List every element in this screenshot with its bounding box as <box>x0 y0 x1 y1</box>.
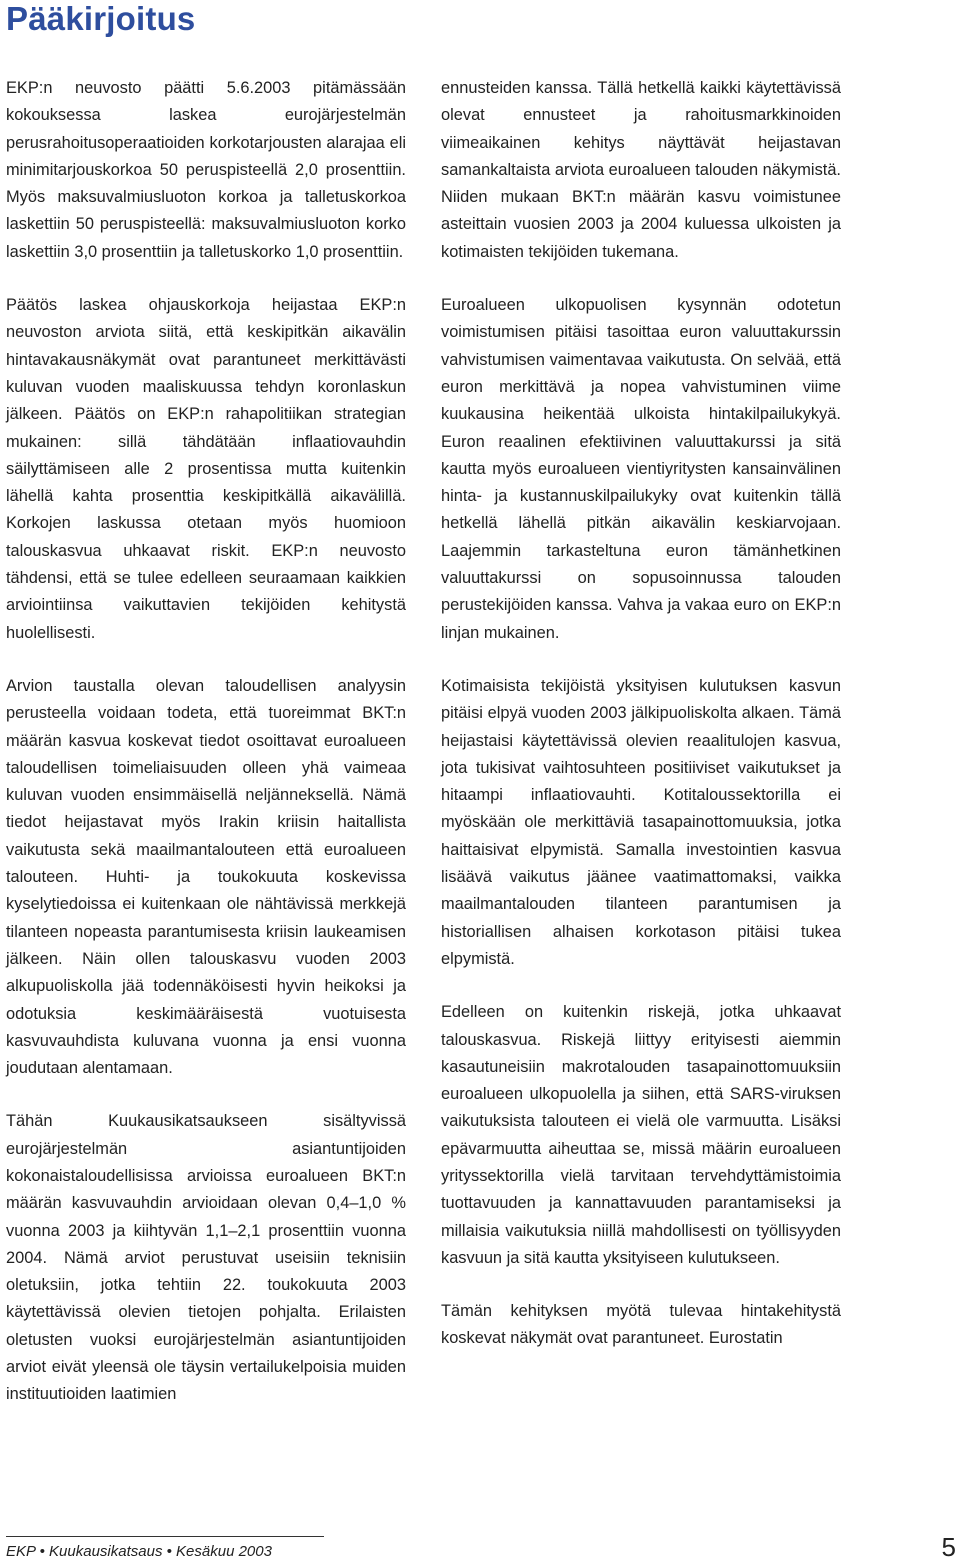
paragraph: Euroalueen ulkopuolisen kysynnän odotetun voimistumisen pitäisi tasoittaa euron valuuttakurssin vahvistumisen vaimentavaa vaikutusta. On selvää, että euron merkittävä ja nopea vahvistuminen viime kuukausina heikentää ulkoista hintakilpailukykyä. Euron reaalinen efektiivinen valuuttakurssi ja sitä kautta myös euroalueen vientiyritysten kansainvälinen hinta- ja kustannuskilpailukyky ovat kuitenkin tällä hetkellä lähellä pitkän aikavälin keskiarvojaan. Laajemmin tarkasteltuna euron tämänhetkinen valuuttakurssi on sopusoinnussa talouden perustekijöiden kanssa. Vahva ja vakaa euro on EKP:n linjan mukainen. <box>441 296 841 642</box>
paragraph: Kotimaisista tekijöistä yksityisen kulutuksen kasvun pitäisi elpyä vuoden 2003 jälkipuoliskolta alkaen. Tämä heijastaisi käytettävissä olevien reaalitulojen kasvua, jota tukisivat vaihtosuhteen positiiviset vaikutukset ja hitaampi inflaatiovauhti. Kotitaloussektorilla ei myöskään ole merkittäviä tasapainottomuuksia, jotka haittaisivat elpymistä. Samalla investointien kasvua lisäävä vaikutus jäänee vaatimattomaksi, vaikka maailmantalouden tilanteen parantumisen ja historiallisen alhaisen korkotason pitäisi tukea elpymistä. <box>441 676 841 968</box>
page-title: Pääkirjoitus <box>6 0 196 37</box>
left-column <box>6 75 406 1435</box>
paragraph: Edelleen on kuitenkin riskejä, jotka uhkaavat talouskasvua. Riskejä liittyy erityisesti aiemmin kasautuneisiin makrotalouden tasapainottomuuksiin euroalueen ulkopuolella ja siihen, että SARS-viruksen vaikutuksista talouteen ei vielä ole varmuutta. Lisäksi epävarmuutta aiheuttaa se, missä määrin euroalueen yrityssektorilla vielä tarvitaan tervehdyttämistoimia tuottavuuden ja kannattavuuden parantamiseksi ja millaisia vaikutuksia niillä mahdollisesti on työllisyyden kasvuun ja sitä kautta yksityiseen kulutukseen. <box>441 1003 841 1267</box>
footer-text: EKP • Kuukausikatsaus • Kesäkuu 2003 <box>6 1543 272 1560</box>
footer-divider <box>6 1536 324 1537</box>
paragraph: Tämän kehityksen myötä tulevaa hintakehitystä koskevat näkymät ovat parantuneet. Eurostatin <box>441 1302 841 1348</box>
right-column <box>441 75 841 1379</box>
paragraph: ennusteiden kanssa. Tällä hetkellä kaikki käytettävissä olevat ennusteet ja rahoitusmarkkinoiden viimeaikainen kehitys näyttävät heijastavan samankaltaista arviota euroalueen talouden näkymistä. Niiden mukaan BKT:n määrän kasvu voimistunee asteittain vuosien 2003 ja 2004 kuluessa ulkoisten ja kotimaisten tekijöiden tukemana. <box>441 79 841 261</box>
paragraph: EKP:n neuvosto päätti 5.6.2003 pitämässään kokouksessa laskea eurojärjestelmän perusrahoitusoperaatioiden korkotarjousten alarajaa eli minimitarjouskorkoa 50 peruspisteellä 2,0 prosenttiin. Myös maksuvalmiusluoton korkoa ja talletuskorkoa laskettiin 50 peruspisteellä: maksuvalmiusluoton korko laskettiin 3,0 prosenttiin ja talletuskorko 1,0 prosenttiin. <box>6 79 406 261</box>
paragraph: Tähän Kuukausikatsaukseen sisältyvissä eurojärjestelmän asiantuntijoiden kokonaistaloudellisissa arvioissa euroalueen BKT:n määrän kasvuvauhdin arvioidaan olevan 0,4–1,0 % vuonna 2003 ja kiihtyvän 1,1–2,1 prosenttiin vuonna 2004. Nämä arviot perustuvat useisiin teknisiin oletuksiin, jotka tehtiin 22. toukokuuta 2003 käytettävissä olevien tietojen pohjalta. Erilaisten oletusten vuoksi eurojärjestelmän asiantuntijoiden arviot eivät yleensä ole täysin vertailukelpoisia muiden instituutioiden laatimien <box>6 1112 406 1404</box>
paragraph: Päätös laskea ohjauskorkoja heijastaa EKP:n neuvoston arviota siitä, että keskipitkän aikavälin hintavakausnäkymät ovat parantuneet merkittävästi kuluvan vuoden maaliskuussa tehdyn koronlaskun jälkeen. Päätös on EKP:n rahapolitiikan strategian mukainen: sillä tähdätään inflaatiovauhdin säilyttämiseen alle 2 prosentissa mutta kuitenkin lähellä kahta prosenttia keskipitkällä aikavälillä. Korkojen laskussa otetaan myös huomioon talouskasvua uhkaavat riskit. EKP:n neuvosto tähdensi, että se tulee edelleen seuraamaan kaikkien arviointiinsa vaikuttavien tekijöiden kehitystä huolellisesti. <box>6 296 406 642</box>
page-number: 5 <box>941 1532 956 1562</box>
paragraph: Arvion taustalla olevan taloudellisen analyysin perusteella voidaan todeta, että tuoreimmat BKT:n määrän kasvua koskevat tiedot osoittavat euroalueen taloudellisen toimeliaisuuden olleen yhä vaimeaa kuluvan vuoden ensimmäisellä neljänneksellä. Nämä tiedot heijastavat myös Irakin kriisin haitallista vaikutusta sekä maailmantalouteen että euroalueen talouteen. Huhti- ja toukokuuta koskevissa kyselytiedoissa ei kuitenkaan ole nähtävissä merkkejä tilanteen nopeasta parantumisesta kriisin laukeamisen jälkeen. Näin ollen talouskasvu vuoden 2003 alkupuoliskolla jää todennäköisesti hyvin heikoksi ja odotuksia keskimääräisestä vuotuisesta kasvuvauhdista kuluvana vuonna ja ensi vuonna joudutaan alentamaan. <box>6 676 406 1078</box>
